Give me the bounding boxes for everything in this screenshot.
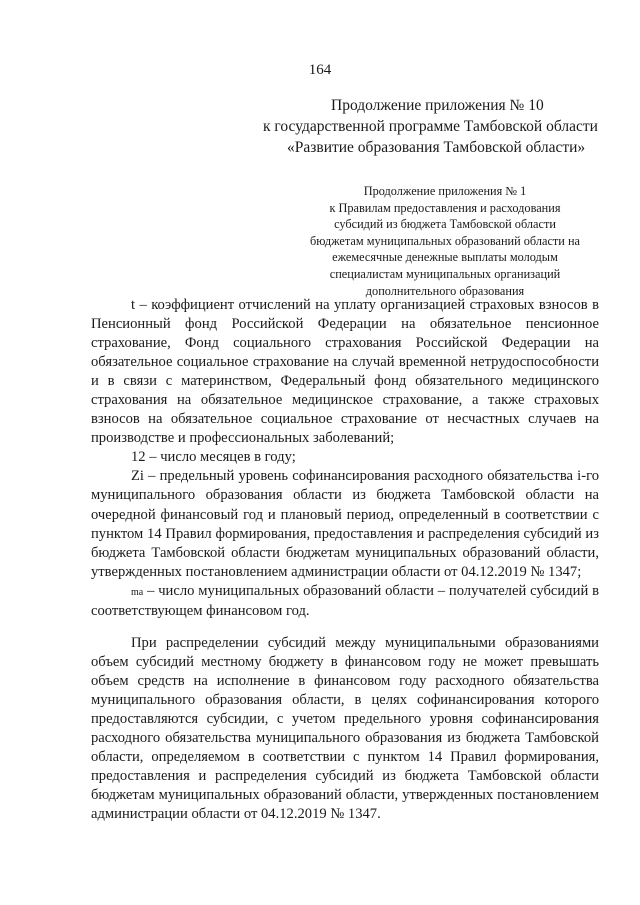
- rules-heading-line: специалистам муниципальных организаций: [329, 266, 561, 281]
- paragraph-distribution: При распределении субсидий между муниципальными образованиями объем субсидий местному бюджету в финансовом году не может превышать объем средств на исполнение в финансовом году расходного обязательства муниципального образования области, в целях софинансирования которого предоставляются субсидии, с учетом предельного уровня софинансирования расходного обязательства муниципального образования из бюджета Тамбовской области, определяемом в соответствии с пунктом 14 Правил формирования, предоставления и распределения субсидий из бюджета Тамбовской области бюджетам муниципальных образований области, утвержденных постановлением администрации области от 04.12.2019 № 1347.: [91, 634, 599, 823]
- paragraph-municipality-text: – число муниципальных образований области – получателей субсидий в соответствующем финансовом год.: [91, 582, 599, 619]
- rules-heading-line: Продолжение приложения № 1: [363, 184, 527, 198]
- rules-heading-line: субсидий из бюджета Тамбовской области: [334, 217, 556, 232]
- variable-ma: ma: [131, 586, 144, 598]
- paragraph-cofinancing-text: – предельный уровень софинансирования расходного обязательства i-го муниципального образования области из бюджета Тамбовской области на очередной финансовый год и плановый период, определенный в соответствии с пунктом 14 Правил формирования, предоставления и распределения субсидий из бюджета Тамбовской области бюджетам муниципальных образований области, утвержденных постановлением администрации области от 04.12.2019 № 1347;: [91, 468, 599, 580]
- paragraph-municipality-count: [91, 582, 599, 621]
- variable-zi: Zi: [131, 468, 144, 485]
- paragraph-months: 12 – число месяцев в году;: [131, 449, 296, 466]
- appendix-heading-line-3: «Развитие образования Тамбовской области»: [287, 139, 586, 156]
- rules-appendix-heading: [300, 183, 590, 299]
- appendix-heading-line-2: к государственной программе Тамбовской области: [263, 118, 598, 135]
- rules-heading-line: бюджетам муниципальных образований области на: [310, 233, 580, 248]
- appendix-heading-line-1: Продолжение приложения № 10: [331, 97, 544, 114]
- rules-heading-line: дополнительного образования: [365, 283, 525, 298]
- document-body: [91, 296, 599, 824]
- paragraph-cofinancing-level: [91, 467, 599, 581]
- page-number: 164: [308, 62, 332, 78]
- rules-heading-line: ежемесячные денежные выплаты молодым: [332, 250, 558, 265]
- rules-heading-line: к Правилам предоставления и расходования: [329, 200, 561, 215]
- paragraph-coefficient-t: t – коэффициент отчислений на уплату организацией страховых взносов в Пенсионный фонд Российской Федерации на обязательное пенсионное страхование, Фонд социального страхования Российской Федерации на обязательное социальное страхование на случай временной нетрудоспособности и в связи с материнством, Федеральный фонд обязательного медицинского страхования на обязательное медицинское страхование, а также страховых взносов на обязательное социальное страхование от несчастных случаев на производстве и профессиональных заболеваний;: [91, 297, 599, 447]
